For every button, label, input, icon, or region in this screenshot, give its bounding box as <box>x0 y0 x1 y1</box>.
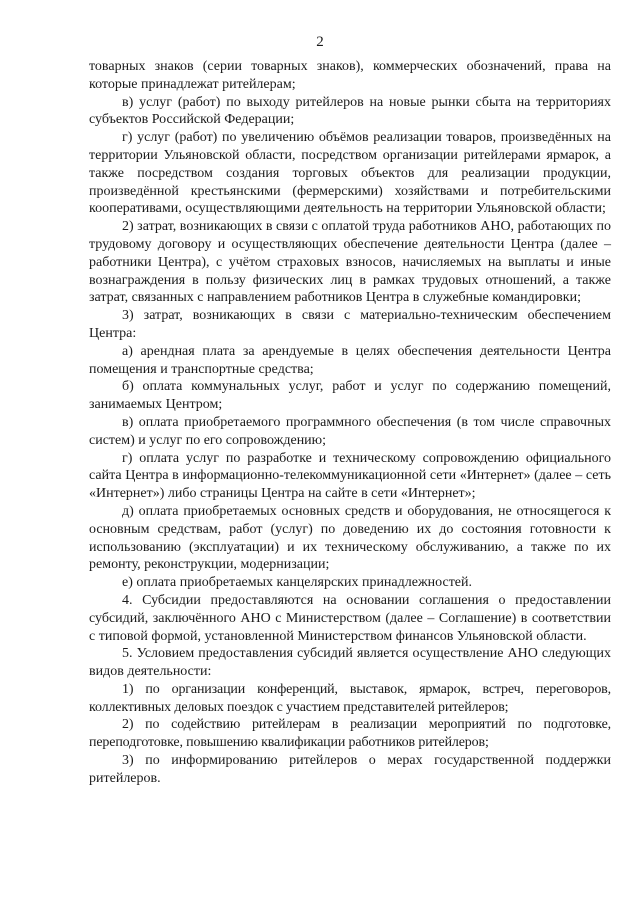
paragraph: г) оплата услуг по разработке и техническому сопровождению официального сайта Центра в информационно-телекоммуникационной сети «Интернет» (далее – сеть «Интернет») либо страницы Центра на сайте в сети «Интернет»; <box>89 450 611 502</box>
paragraph: в) оплата приобретаемого программного обеспечения (в том числе справочных систем) и услуг по его сопровождению; <box>89 414 611 448</box>
paragraph: в) услуг (работ) по выходу ритейлеров на новые рынки сбыта на территориях субъектов Российской Федерации; <box>89 94 611 128</box>
paragraph: 2) по содействию ритейлерам в реализации мероприятий по подготовке, переподготовке, повышению квалификации работников ритейлеров; <box>89 717 611 751</box>
paragraph: д) оплата приобретаемых основных средств и оборудования, не относящегося к основным средствам, работ (услуг) по доведению их до состояния готовности к использованию (эксплуатации) и их техническому обслуживанию, а также по их ремонту, реконструкции, модернизации; <box>89 503 611 573</box>
document-body <box>89 58 611 788</box>
paragraph: 4. Субсидии предоставляются на основании соглашения о предоставлении субсидий, заключённого АНО с Министерством (далее – Соглашение) в соответствии с типовой формой, установленной Министерством финансов Ульяновской области. <box>89 592 611 644</box>
paragraph: е) оплата приобретаемых канцелярских принадлежностей. <box>122 575 473 591</box>
page-number: 2 <box>316 34 324 50</box>
paragraph: а) арендная плата за арендуемые в целях обеспечения деятельности Центра помещения и транспортные средства; <box>89 343 611 377</box>
paragraph: товарных знаков (серии товарных знаков), коммерческих обозначений, права на которые принадлежат ритейлерам; <box>89 59 611 92</box>
paragraph: б) оплата коммунальных услуг, работ и услуг по содержанию помещений, занимаемых Центром; <box>89 379 611 413</box>
paragraph: 5. Условием предоставления субсидий является осуществление АНО следующих видов деятельности: <box>89 646 611 680</box>
paragraph: 2) затрат, возникающих в связи с оплатой труда работников АНО, работающих по трудовому договору и осуществляющих обеспечение деятельности Центра (далее – работники Центра), с учётом страховых взносов, начисляемых на выплаты и иные вознаграждения в пользу физических лиц в рамках трудовых отношений, а также затрат, связанных с направлением работников Центра в служебные командировки; <box>89 219 611 306</box>
paragraph: г) услуг (работ) по увеличению объёмов реализации товаров, произведённых на территории Ульяновской области, посредством организации ритейлерами ярмарок, а также посредством создания торговых объектов для реализации продукции, произведённой крестьянскими (фермерскими) хозяйствами и потребительскими кооперативами, осуществляющими деятельность на территории Ульяновской области; <box>89 130 611 217</box>
paragraph: 3) затрат, возникающих в связи с материально-техническим обеспечением Центра: <box>89 308 611 341</box>
paragraph: 3) по информированию ритейлеров о мерах государственной поддержки ритейлеров. <box>89 753 611 786</box>
paragraph: 1) по организации конференций, выставок, ярмарок, встреч, переговоров, коллективных деловых поездок с участием представителей ритейлеров; <box>89 681 611 715</box>
